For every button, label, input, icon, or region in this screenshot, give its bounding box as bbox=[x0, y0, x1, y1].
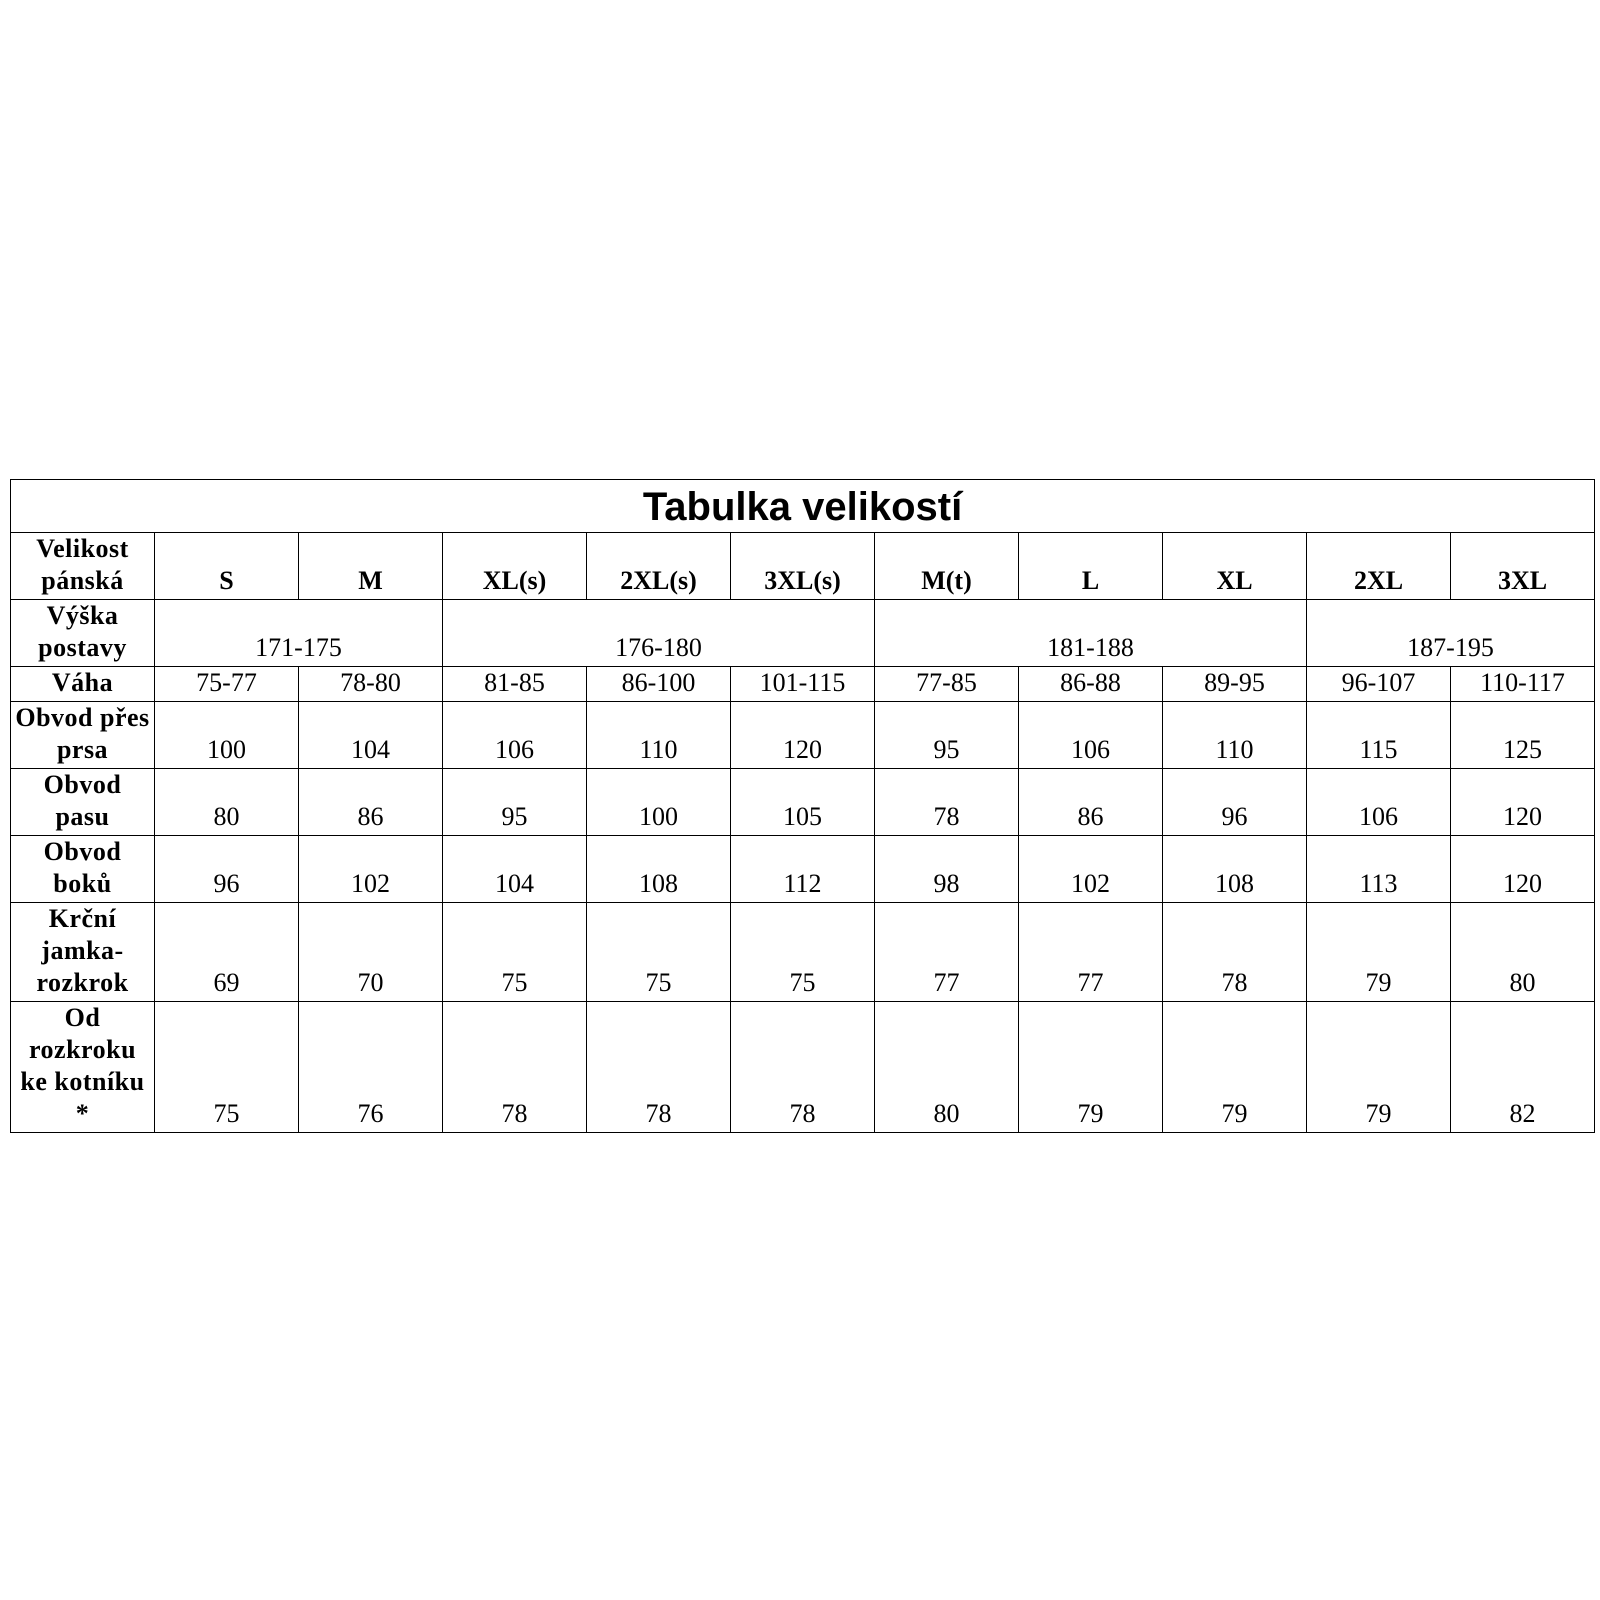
waist-cell: 78 bbox=[875, 769, 1019, 836]
waist-cell: 100 bbox=[587, 769, 731, 836]
hips-cell: 108 bbox=[587, 836, 731, 903]
waist-cell: 80 bbox=[155, 769, 299, 836]
height-row bbox=[11, 600, 1595, 667]
hips-cell: 108 bbox=[1163, 836, 1307, 903]
size-header-cell: 2XL(s) bbox=[587, 533, 731, 600]
hips-cell: 96 bbox=[155, 836, 299, 903]
row-label-weight: Váha bbox=[11, 667, 155, 702]
chest-cell: 95 bbox=[875, 702, 1019, 769]
crotch-ankle-cell: 78 bbox=[731, 1002, 875, 1133]
neck-crotch-cell: 79 bbox=[1307, 903, 1451, 1002]
row-label-height: Výška postavy bbox=[11, 600, 155, 667]
table-title: Tabulka velikostí bbox=[11, 480, 1595, 533]
hips-cell: 98 bbox=[875, 836, 1019, 903]
hips-cell: 102 bbox=[299, 836, 443, 903]
waist-cell: 106 bbox=[1307, 769, 1451, 836]
crotch-ankle-cell: 79 bbox=[1307, 1002, 1451, 1133]
row-label-waist: Obvod pasu bbox=[11, 769, 155, 836]
title-row bbox=[11, 480, 1595, 533]
row-label-neck-crotch: Krční jamka-rozkrok bbox=[11, 903, 155, 1002]
hips-cell: 104 bbox=[443, 836, 587, 903]
crotch-ankle-cell: 75 bbox=[155, 1002, 299, 1133]
waist-cell: 95 bbox=[443, 769, 587, 836]
size-chart-table bbox=[10, 479, 1595, 1133]
weight-cell: 110-117 bbox=[1451, 667, 1595, 702]
neck-crotch-cell: 77 bbox=[1019, 903, 1163, 1002]
crotch-ankle-cell: 82 bbox=[1451, 1002, 1595, 1133]
size-header-cell: M bbox=[299, 533, 443, 600]
waist-cell: 96 bbox=[1163, 769, 1307, 836]
waist-cell: 86 bbox=[299, 769, 443, 836]
hips-row bbox=[11, 836, 1595, 903]
weight-cell: 75-77 bbox=[155, 667, 299, 702]
waist-cell: 105 bbox=[731, 769, 875, 836]
chest-cell: 110 bbox=[587, 702, 731, 769]
size-header-cell: M(t) bbox=[875, 533, 1019, 600]
size-header-cell: 2XL bbox=[1307, 533, 1451, 600]
chest-cell: 120 bbox=[731, 702, 875, 769]
crotch-ankle-cell: 80 bbox=[875, 1002, 1019, 1133]
weight-cell: 101-115 bbox=[731, 667, 875, 702]
size-header-cell: 3XL bbox=[1451, 533, 1595, 600]
waist-cell: 86 bbox=[1019, 769, 1163, 836]
hips-cell: 112 bbox=[731, 836, 875, 903]
weight-cell: 89-95 bbox=[1163, 667, 1307, 702]
neck-crotch-row bbox=[11, 903, 1595, 1002]
weight-cell: 78-80 bbox=[299, 667, 443, 702]
weight-cell: 86-88 bbox=[1019, 667, 1163, 702]
size-header-cell: S bbox=[155, 533, 299, 600]
chest-cell: 110 bbox=[1163, 702, 1307, 769]
chest-cell: 100 bbox=[155, 702, 299, 769]
crotch-ankle-row bbox=[11, 1002, 1595, 1133]
size-header-cell: XL(s) bbox=[443, 533, 587, 600]
hips-cell: 120 bbox=[1451, 836, 1595, 903]
neck-crotch-cell: 80 bbox=[1451, 903, 1595, 1002]
weight-row bbox=[11, 667, 1595, 702]
hips-cell: 102 bbox=[1019, 836, 1163, 903]
chest-cell: 104 bbox=[299, 702, 443, 769]
height-range-cell: 181-188 bbox=[875, 600, 1307, 667]
size-header-cell: L bbox=[1019, 533, 1163, 600]
row-label-crotch-ankle: Od rozkroku ke kotníku * bbox=[11, 1002, 155, 1133]
neck-crotch-cell: 70 bbox=[299, 903, 443, 1002]
waist-row bbox=[11, 769, 1595, 836]
weight-cell: 77-85 bbox=[875, 667, 1019, 702]
size-row bbox=[11, 533, 1595, 600]
chest-cell: 106 bbox=[1019, 702, 1163, 769]
neck-crotch-cell: 69 bbox=[155, 903, 299, 1002]
height-range-cell: 176-180 bbox=[443, 600, 875, 667]
size-header-cell: 3XL(s) bbox=[731, 533, 875, 600]
crotch-ankle-cell: 78 bbox=[443, 1002, 587, 1133]
crotch-ankle-cell: 79 bbox=[1019, 1002, 1163, 1133]
row-label-chest: Obvod přes prsa bbox=[11, 702, 155, 769]
weight-cell: 81-85 bbox=[443, 667, 587, 702]
weight-cell: 96-107 bbox=[1307, 667, 1451, 702]
row-label-hips: Obvod boků bbox=[11, 836, 155, 903]
neck-crotch-cell: 77 bbox=[875, 903, 1019, 1002]
waist-cell: 120 bbox=[1451, 769, 1595, 836]
size-header-cell: XL bbox=[1163, 533, 1307, 600]
hips-cell: 113 bbox=[1307, 836, 1451, 903]
neck-crotch-cell: 75 bbox=[587, 903, 731, 1002]
chest-row bbox=[11, 702, 1595, 769]
neck-crotch-cell: 78 bbox=[1163, 903, 1307, 1002]
weight-cell: 86-100 bbox=[587, 667, 731, 702]
neck-crotch-cell: 75 bbox=[731, 903, 875, 1002]
row-label-size: Velikost pánská bbox=[11, 533, 155, 600]
height-range-cell: 171-175 bbox=[155, 600, 443, 667]
chest-cell: 106 bbox=[443, 702, 587, 769]
neck-crotch-cell: 75 bbox=[443, 903, 587, 1002]
crotch-ankle-cell: 76 bbox=[299, 1002, 443, 1133]
crotch-ankle-cell: 79 bbox=[1163, 1002, 1307, 1133]
crotch-ankle-cell: 78 bbox=[587, 1002, 731, 1133]
height-range-cell: 187-195 bbox=[1307, 600, 1595, 667]
chest-cell: 115 bbox=[1307, 702, 1451, 769]
chest-cell: 125 bbox=[1451, 702, 1595, 769]
